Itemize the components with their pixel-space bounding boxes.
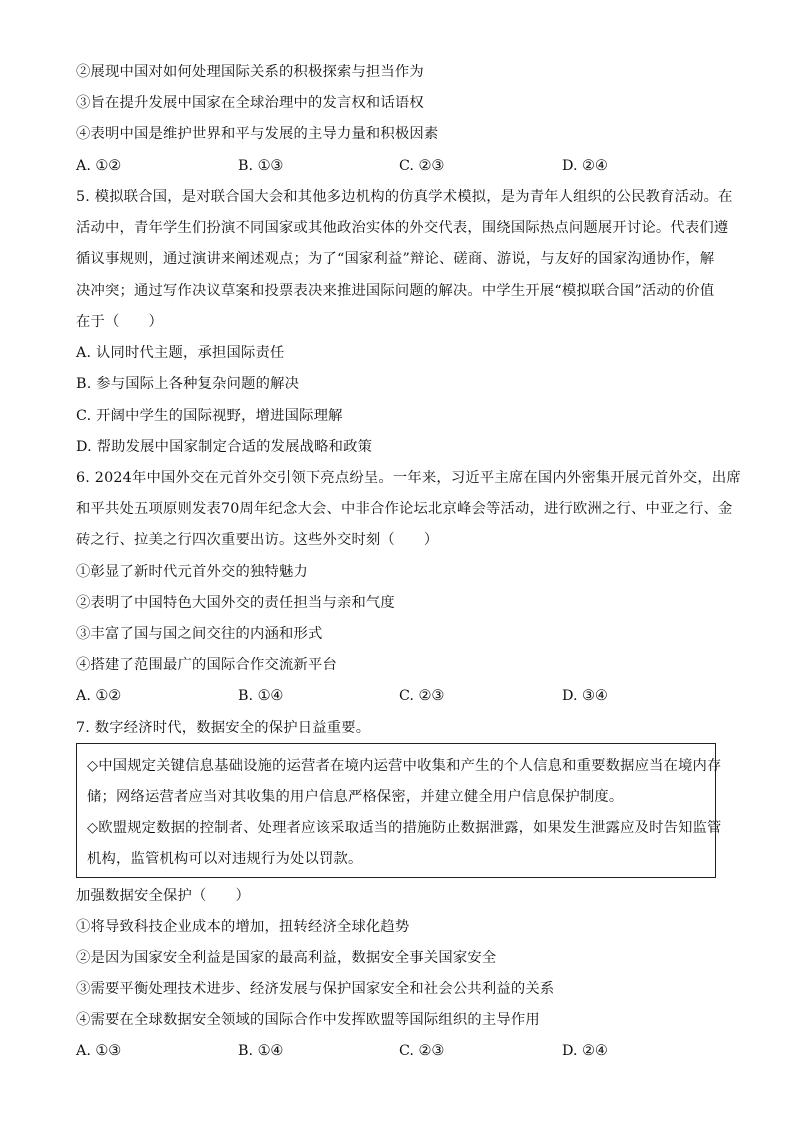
q5-option-c[interactable]: C. 开阔中学生的国际视野，增进国际理解 xyxy=(76,408,343,424)
q7-material-box xyxy=(76,743,722,878)
q6-option-d[interactable]: D. ③④ xyxy=(562,688,608,704)
q7-item-3: ③需要平衡处理技术进步、经济发展与保护国家安全和社会公共利益的关系 xyxy=(76,981,555,997)
q7-stem: 7. 数字经济时代，数据安全的保护日益重要。 xyxy=(76,720,371,736)
q6-option-a[interactable]: A. ①② xyxy=(76,688,122,704)
q6-option-c[interactable]: C. ②③ xyxy=(399,688,445,704)
q4-option-a[interactable]: A. ①② xyxy=(76,158,122,174)
q7-box-line-2: 储；网络运营者应当对其收集的用户信息严格保密，并建立健全用户信息保护制度。 xyxy=(87,789,624,805)
q5-option-d[interactable]: D. 帮助发展中国家制定合适的发展战略和政策 xyxy=(76,439,373,455)
q6-option-b[interactable]: B. ①④ xyxy=(238,688,284,704)
q6-stem-line-2: 和平共处五项原则发表70周年纪念大会、中非合作论坛北京峰会等活动，进行欧洲之行、中亚之行、金 xyxy=(76,501,733,517)
q6-item-1: ①彰显了新时代元首外交的独特魅力 xyxy=(76,564,308,580)
q7-option-c[interactable]: C. ②③ xyxy=(399,1043,445,1059)
q4-options xyxy=(76,156,718,176)
q5-option-a[interactable]: A. 认同时代主题，承担国际责任 xyxy=(76,345,285,361)
q4-item-3: ③旨在提升发展中国家在全球治理中的发言权和话语权 xyxy=(76,95,424,111)
q7-item-4: ④需要在全球数据安全领域的国际合作中发挥欧盟等国际组织的主导作用 xyxy=(76,1012,540,1028)
q5-stem-line-5: 在于（ ） xyxy=(76,314,163,330)
q5-stem-line-4: 决冲突；通过写作决议草案和投票表决来推进国际问题的解决。中学生开展“模拟联合国”活动的价值 xyxy=(76,283,715,299)
q4-item-2: ②展现中国对如何处理国际关系的积极探索与担当作为 xyxy=(76,64,424,80)
q5-stem-line-3: 循议事规则，通过演讲来阐述观点；为了“国家利益”辩论、磋商、游说，与友好的国家沟通协作，解 xyxy=(76,251,715,267)
q7-item-2: ②是因为国家安全利益是国家的最高利益，数据安全事关国家安全 xyxy=(76,950,497,966)
q6-options xyxy=(76,686,718,706)
q6-item-3: ③丰富了国与国之间交往的内涵和形式 xyxy=(76,626,323,642)
q7-option-b[interactable]: B. ①④ xyxy=(238,1043,284,1059)
q7-question: 加强数据安全保护（ ） xyxy=(76,888,250,904)
q6-stem-line-1: 6. 2024年中国外交在元首外交引领下亮点纷呈。一年来，习近平主席在国内外密集开展元首外交，出席 xyxy=(76,470,741,486)
q4-option-c[interactable]: C. ②③ xyxy=(399,158,445,174)
q7-box-line-4: 机构，监管机构可以对违规行为处以罚款。 xyxy=(87,851,363,867)
q5-stem-line-1: 5. 模拟联合国，是对联合国大会和其他多边机构的仿真学术模拟，是为青年人组织的公民教育活动。在 xyxy=(76,189,733,205)
q4-option-d[interactable]: D. ②④ xyxy=(562,158,608,174)
q6-item-4: ④搭建了范围最广的国际合作交流新平台 xyxy=(76,657,337,673)
q7-item-1: ①将导致科技企业成本的增加，扭转经济全球化趋势 xyxy=(76,919,410,935)
q7-option-a[interactable]: A. ①③ xyxy=(76,1043,122,1059)
q5-option-b[interactable]: B. 参与国际上各种复杂问题的解决 xyxy=(76,376,300,392)
q4-item-4: ④表明中国是维护世界和平与发展的主导力量和积极因素 xyxy=(76,126,439,142)
q6-stem-line-3: 砖之行、拉美之行四次重要出访。这些外交时刻（ ） xyxy=(76,532,439,548)
q5-stem-line-2: 活动中，青年学生们扮演不同国家或其他政治实体的外交代表，围绕国际热点问题展开讨论。代表们遵 xyxy=(76,220,729,236)
q7-box-line-1: ◇中国规定关键信息基础设施的运营者在境内运营中收集和产生的个人信息和重要数据应当在境内存 xyxy=(87,758,722,774)
q7-option-d[interactable]: D. ②④ xyxy=(562,1043,608,1059)
q4-option-b[interactable]: B. ①③ xyxy=(238,158,284,174)
q7-box-line-3: ◇欧盟规定数据的控制者、处理者应该采取适当的措施防止数据泄露，如果发生泄露应及时告知监管 xyxy=(87,820,722,836)
q7-options xyxy=(76,1041,718,1061)
q6-item-2: ②表明了中国特色大国外交的责任担当与亲和气度 xyxy=(76,595,395,611)
